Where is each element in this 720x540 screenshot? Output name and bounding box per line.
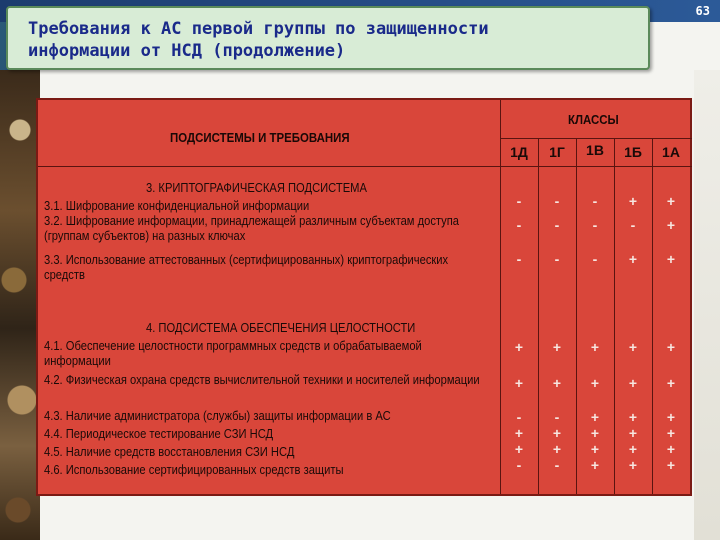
class-mark: + [590,425,600,441]
class-mark: + [590,409,600,425]
requirement-row: 4.6. Использование сертифицированных средств защиты [44,462,344,477]
class-mark: - [554,193,560,209]
class-mark: + [552,441,562,457]
class-mark: + [628,375,638,391]
requirement-row: 4.3. Наличие администратора (службы) защиты информации в АС [44,408,391,423]
class-mark: + [666,425,676,441]
class-mark: - [516,457,522,473]
requirement-row: 3.1. Шифрование конфиденциальной информации [44,198,310,213]
class-mark: - [554,217,560,233]
grid-line [614,138,615,494]
class-mark: + [628,339,638,355]
title-line-2: информации от НСД (продолжение) [28,41,346,61]
class-mark: - [516,217,522,233]
requirement-row: 3.3. Использование аттестованных (сертифицированных) криптографических средств [44,252,449,282]
class-mark: + [666,441,676,457]
section-title: 4. ПОДСИСТЕМА ОБЕСПЕЧЕНИЯ ЦЕЛОСТНОСТИ [146,320,416,335]
class-mark: + [628,193,638,209]
class-header: 1Д [510,144,528,160]
class-mark: + [552,375,562,391]
class-mark: + [628,425,638,441]
title-line-1: Требования к АС первой группы по защищенности [28,19,489,39]
class-mark: - [516,409,522,425]
grid-line [652,138,653,494]
class-mark: + [628,409,638,425]
class-header: 1Г [549,144,565,160]
class-mark: + [590,457,600,473]
requirements-table [36,98,692,496]
class-mark: + [666,409,676,425]
column-header-classes: КЛАССЫ [568,112,619,127]
class-mark: - [592,217,598,233]
grid-line [538,138,539,494]
requirement-row: 4.5. Наличие средств восстановления СЗИ НСД [44,444,295,459]
class-header: 1А [662,144,680,160]
class-mark: - [516,251,522,267]
class-mark: + [590,375,600,391]
requirement-row: 4.2. Физическая охрана средств вычислительной техники и носителей информации [44,372,480,387]
decorative-right-strip [694,70,720,540]
class-mark: + [628,457,638,473]
page-number: 63 [695,4,710,18]
requirement-row: 4.1. Обеспечение целостности программных средств и обрабатываемой информации [44,338,422,368]
slide-title [6,6,650,70]
class-mark: + [552,425,562,441]
class-mark: + [666,339,676,355]
class-mark: + [590,339,600,355]
class-mark: + [514,375,524,391]
class-mark: - [630,217,636,233]
class-mark: + [628,251,638,267]
class-header: 1В [586,142,604,158]
class-mark: - [554,409,560,425]
class-mark: + [552,339,562,355]
class-header: 1Б [624,144,642,160]
grid-line [576,138,577,494]
column-header-subsystems: ПОДСИСТЕМЫ И ТРЕБОВАНИЯ [170,130,350,145]
class-mark: + [514,425,524,441]
class-mark: + [628,441,638,457]
class-mark: + [666,193,676,209]
class-mark: - [554,251,560,267]
class-mark: - [554,457,560,473]
class-mark: + [514,441,524,457]
class-mark: - [516,193,522,209]
class-mark: + [590,441,600,457]
class-mark: + [666,251,676,267]
requirement-row: 3.2. Шифрование информации, принадлежащей различным субъектам доступа (группам субъектов) на разных ключах [44,213,460,243]
class-mark: - [592,251,598,267]
section-title: 3. КРИПТОГРАФИЧЕСКАЯ ПОДСИСТЕМА [146,180,367,195]
class-mark: + [666,375,676,391]
class-mark: - [592,193,598,209]
grid-line [38,166,692,167]
requirement-row: 4.4. Периодическое тестирование СЗИ НСД [44,426,274,441]
class-mark: + [666,217,676,233]
grid-line [500,138,692,139]
class-mark: + [514,339,524,355]
decorative-collage [0,70,40,540]
class-mark: + [666,457,676,473]
